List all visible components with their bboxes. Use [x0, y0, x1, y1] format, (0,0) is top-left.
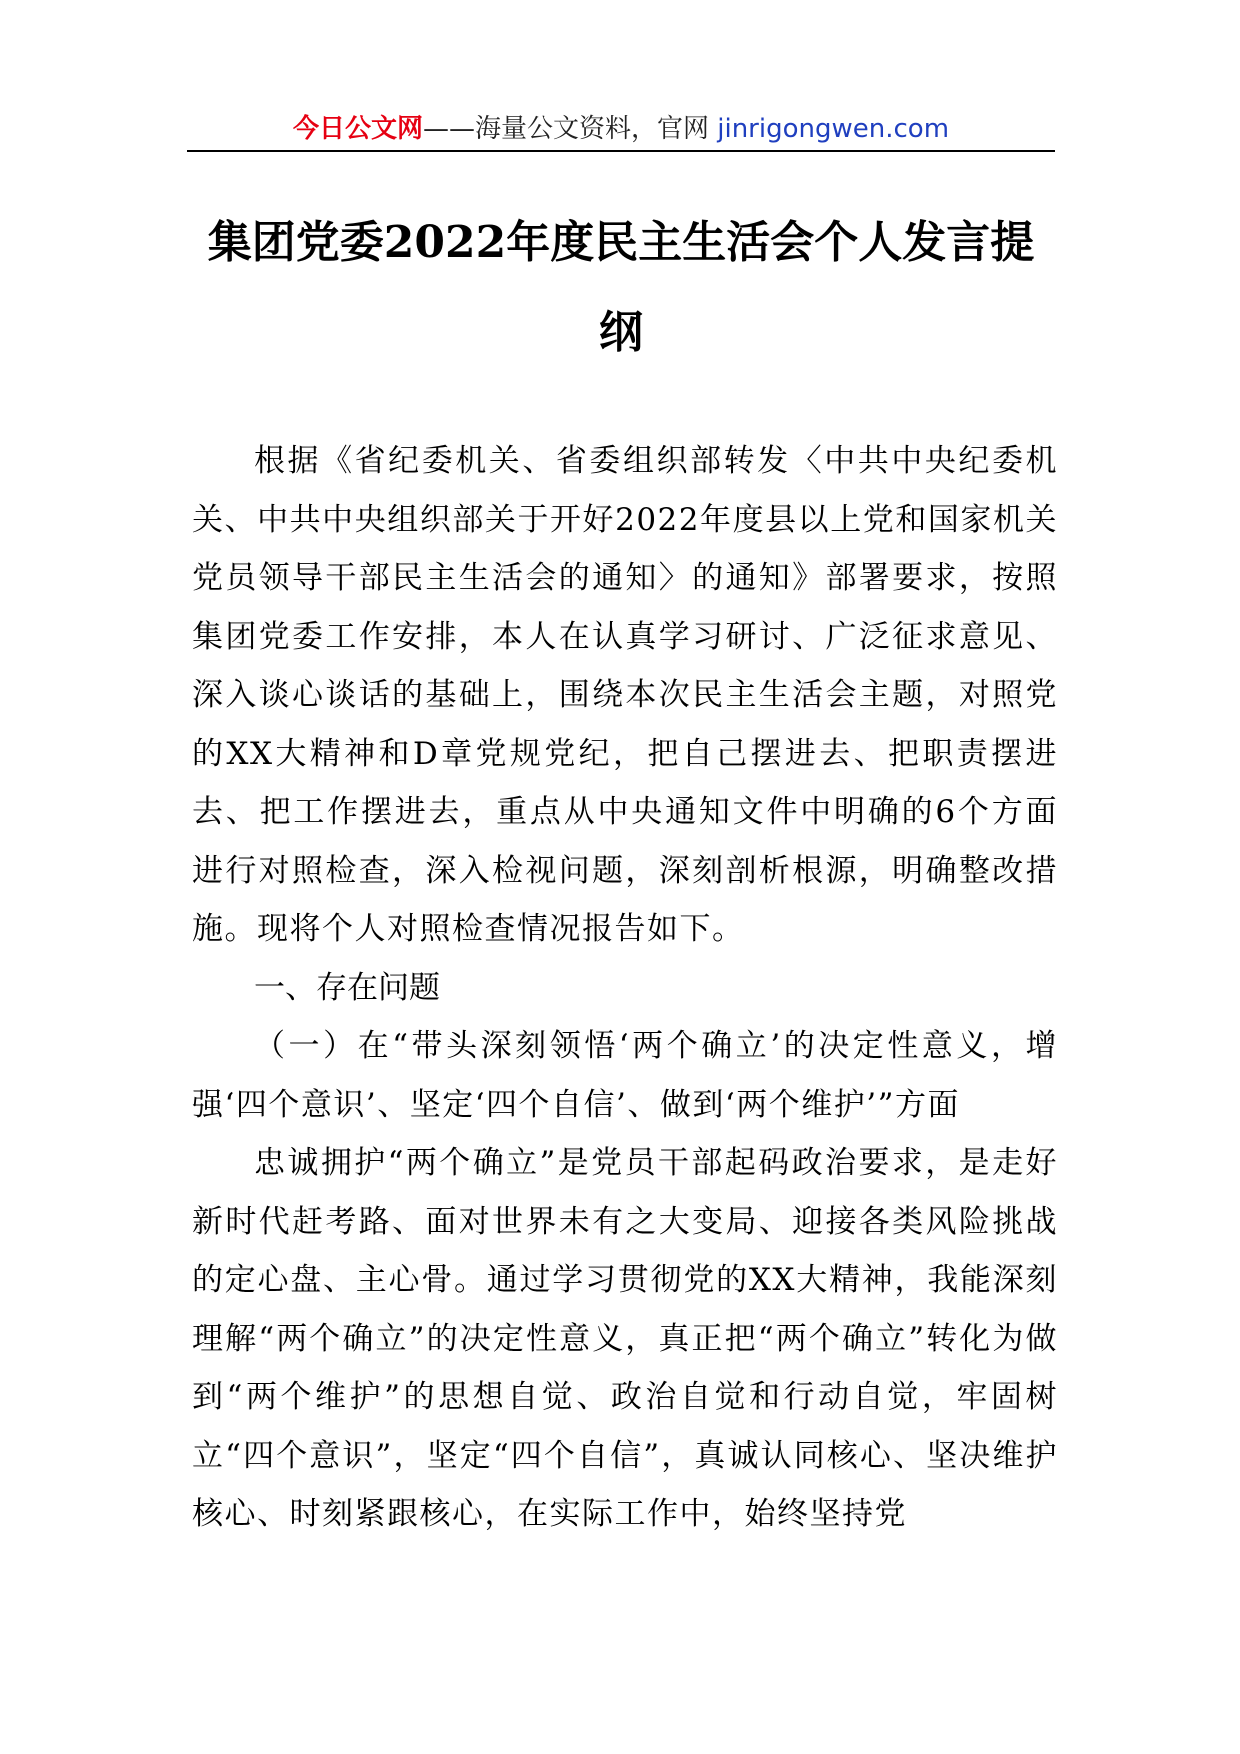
site-brand: 今日公文网 — [292, 114, 423, 144]
subsection-heading: （一）在“带头深刻领悟‘两个确立’的决定性意义，增强‘四个意识’、坚定‘四个自信’、做到‘两个维护’”方面 — [192, 1028, 1058, 1123]
site-url-link[interactable]: jinrigongwen.com — [717, 114, 950, 144]
header-divider — [187, 150, 1055, 152]
document-title: 集团党委2022年度民主生活会个人发言提纲 — [207, 217, 1035, 358]
section-heading: 一、存在问题 — [254, 969, 440, 1006]
intro-paragraph: 根据《省纪委机关、省委组织部转发〈中共中央纪委机关、中共中央组织部关于开好2022年度县以上党和国家机关党员领导干部民主生活会的通知〉的通知》部署要求，按照集团党委工作安排，本人在认真学习研讨、广泛征求意见、深入谈心谈话的基础上，围绕本次民主生活会主题，对照党的XX大精神和D章党规党纪，把自己摆进去、把职责摆进去、把工作摆进去，重点从中央通知文件中明确的6个方面进行对照检查，深入检视问题，深刻剖析根源，明确整改措施。现将个人对照检查情况报告如下。 — [192, 443, 1058, 947]
site-header — [187, 108, 1055, 150]
document-body — [192, 432, 1058, 1544]
subsection-paragraph: 忠诚拥护“两个确立”是党员干部起码政治要求，是走好新时代赶考路、面对世界未有之大变局、迎接各类风险挑战的定心盘、主心骨。通过学习贯彻党的XX大精神，我能深刻理解“两个确立”的决定性意义，真正把“两个确立”转化为做到“两个维护”的思想自觉、政治自觉和行动自觉，牢固树立“四个意识”，坚定“四个自信”，真诚认同核心、坚决维护核心、时刻紧跟核心，在实际工作中，始终坚持党 — [192, 1145, 1058, 1532]
site-tagline: ——海量公文资料，官网 — [422, 114, 718, 144]
